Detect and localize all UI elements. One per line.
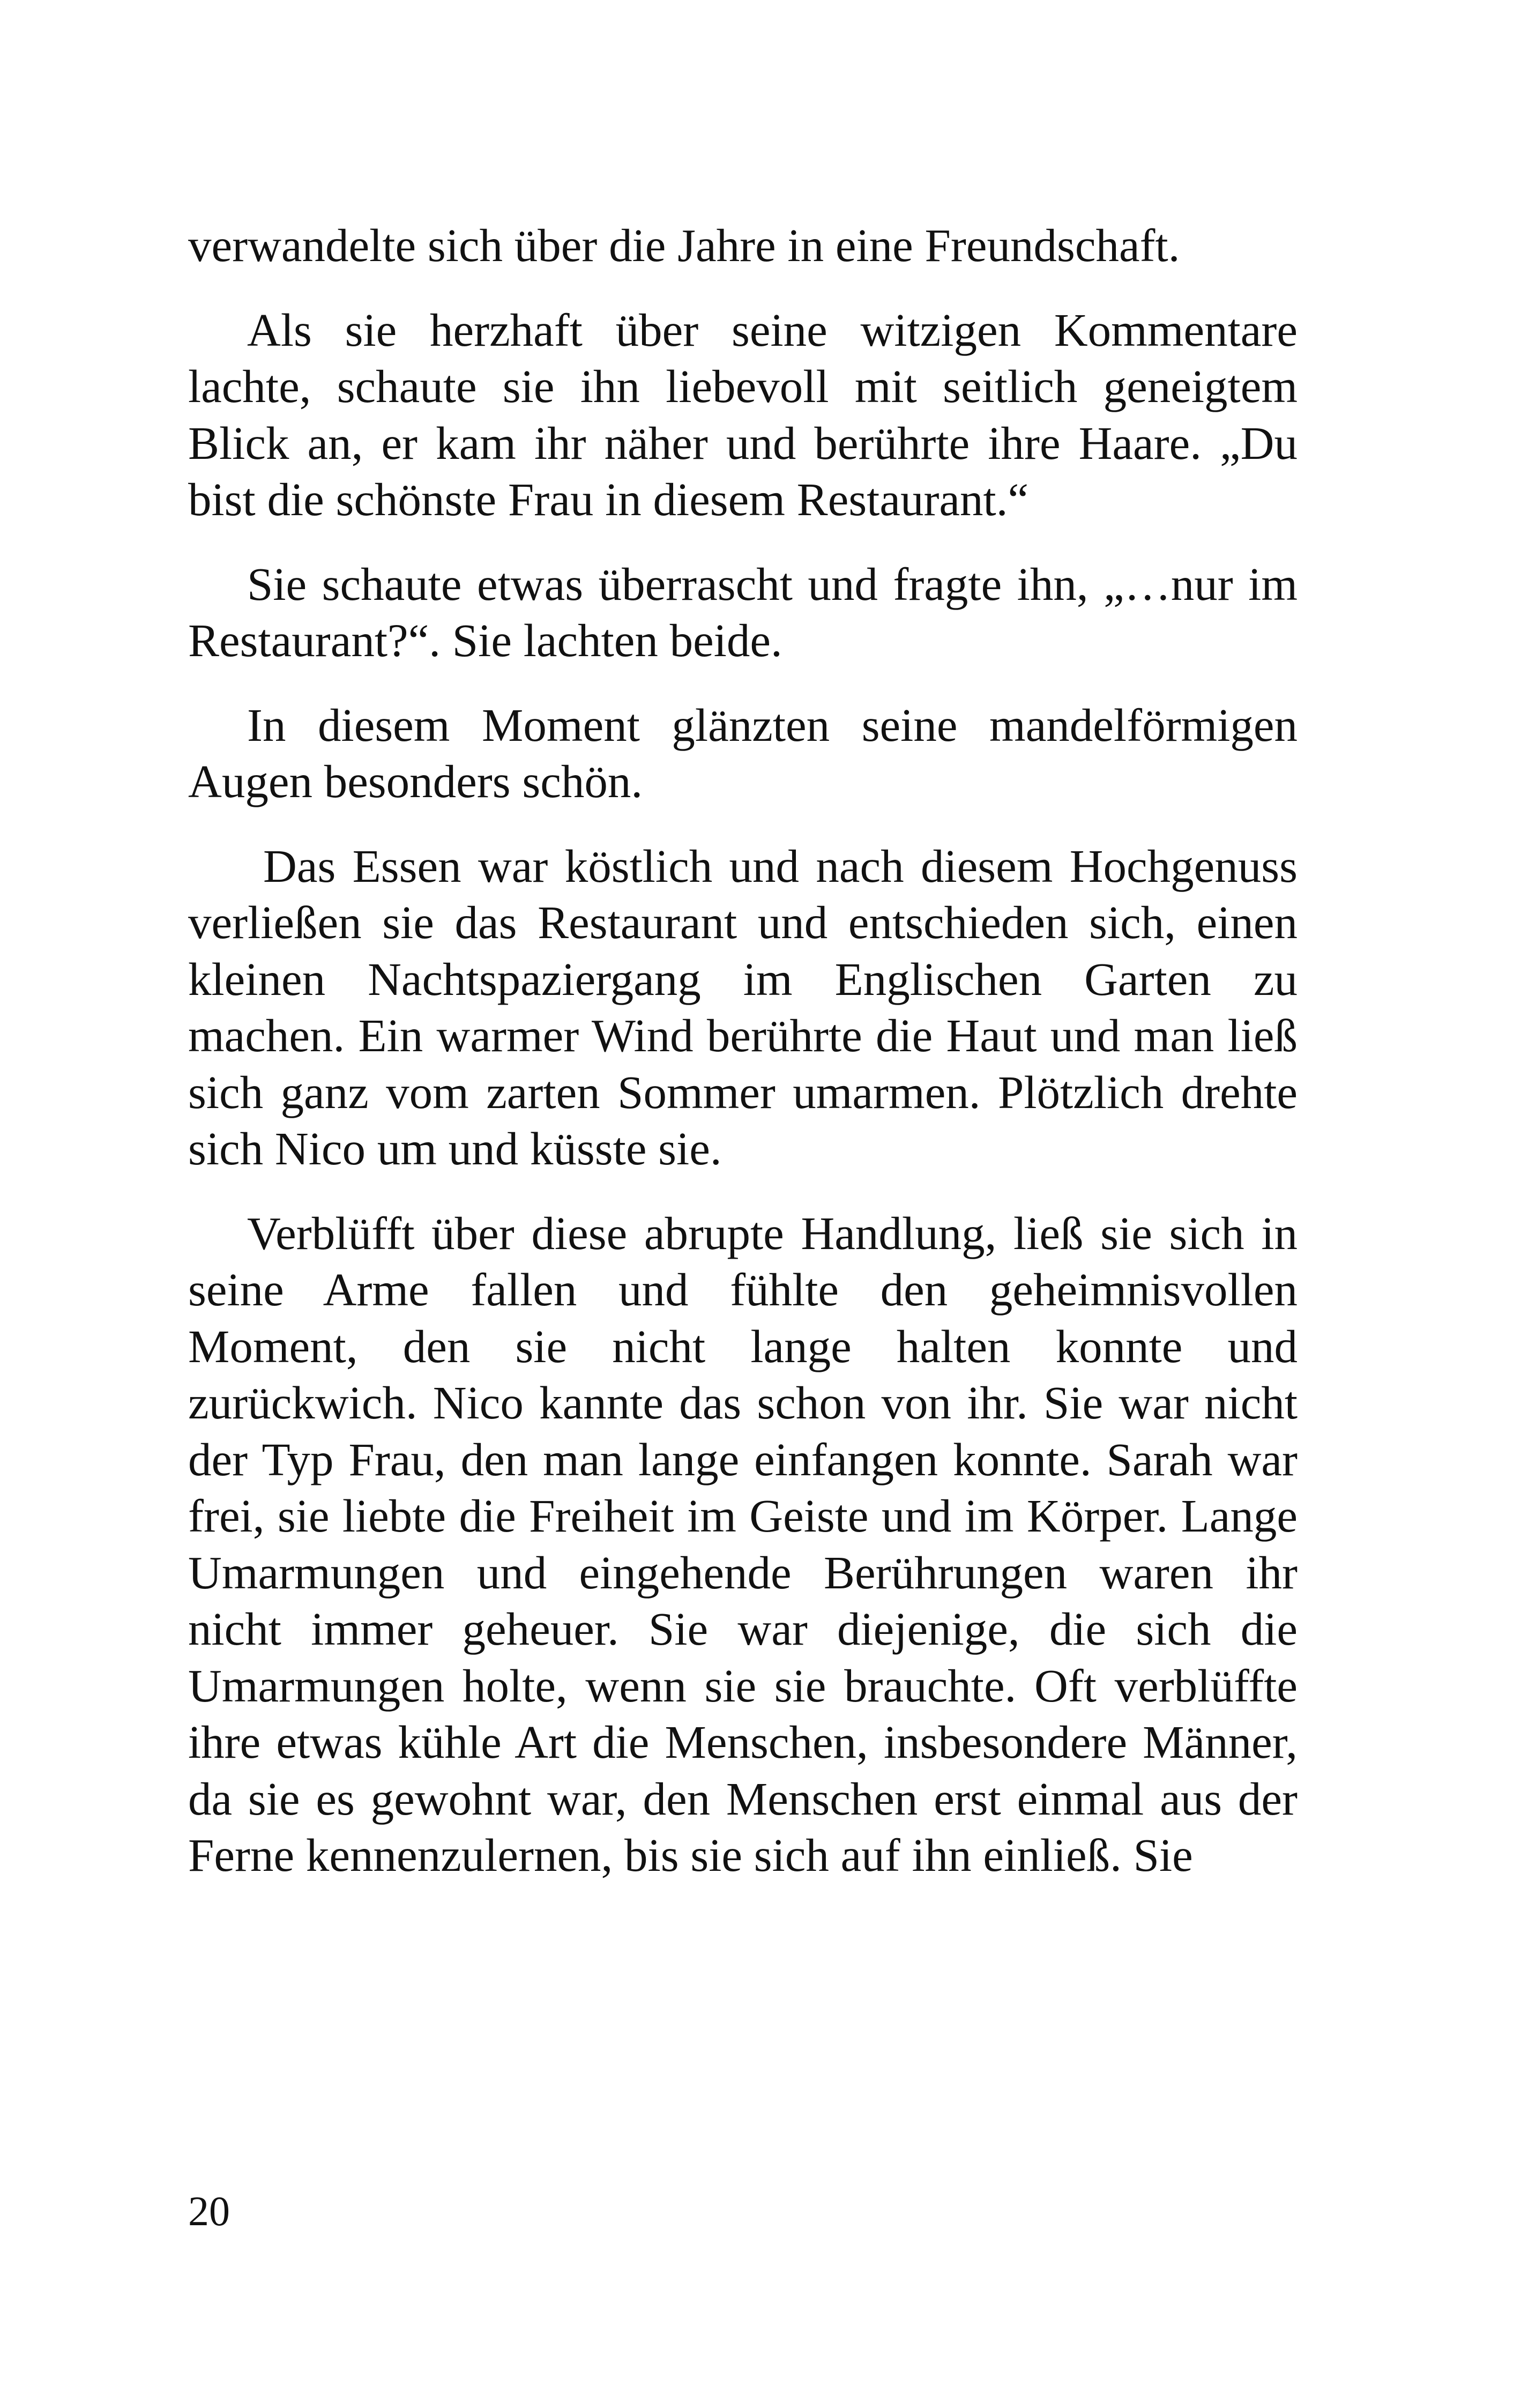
paragraph: Sie schaute etwas überrascht und fragte ihn, „…nur im Restaurant?“. Sie lachten beide. [188, 558, 1298, 666]
paragraph: Das Essen war köstlich und nach diesem Hochgenuss verließen sie das Restaurant und entschieden sich, einen kleinen Nachtspaziergang im Englischen Garten zu machen. Ein warmer Wind berührte die Haut und man ließ sich ganz vom zarten Sommer umarmen. Plötzlich drehte sich Nico um und küsste sie. [188, 839, 1298, 1175]
paragraph: In diesem Moment glänzten seine mandelförmigen Augen besonders schön. [188, 698, 1298, 807]
paragraph: Als sie herzhaft über seine witzigen Kommentare lachte, schaute sie ihn liebevoll mit seitlich geneigtem Blick an, er kam ihr näher und berührte ihre Haare. „Du bist die schönste Frau in diesem Restaurant.“ [188, 303, 1298, 525]
paragraph: Verblüfft über diese abrupte Handlung, ließ sie sich in seine Arme fallen und fühlte den geheimnisvollen Moment, den sie nicht lange halten konnte und zurückwich. Nico kannte das schon von ihr. Sie war nicht der Typ Frau, den man lange einfangen konnte. Sarah war frei, sie liebte die Freiheit im Geiste und im Körper. Lange Umarmungen und eingehende Berührungen waren ihr nicht immer geheuer. Sie war diejenige, die sich die Umarmungen holte, wenn sie sie brauchte. Oft verblüffte ihre etwas kühle Art die Menschen, insbesondere Männer, da sie es gewohnt war, den Menschen erst einmal aus der Ferne kennenzulernen, bis sie sich auf ihn einließ. Sie [188, 1207, 1298, 1881]
paragraph-continuation: verwandelte sich über die Jahre in eine Freundschaft. [188, 219, 1180, 271]
page-number: 20 [188, 2188, 230, 2234]
body-text [188, 217, 1298, 1912]
